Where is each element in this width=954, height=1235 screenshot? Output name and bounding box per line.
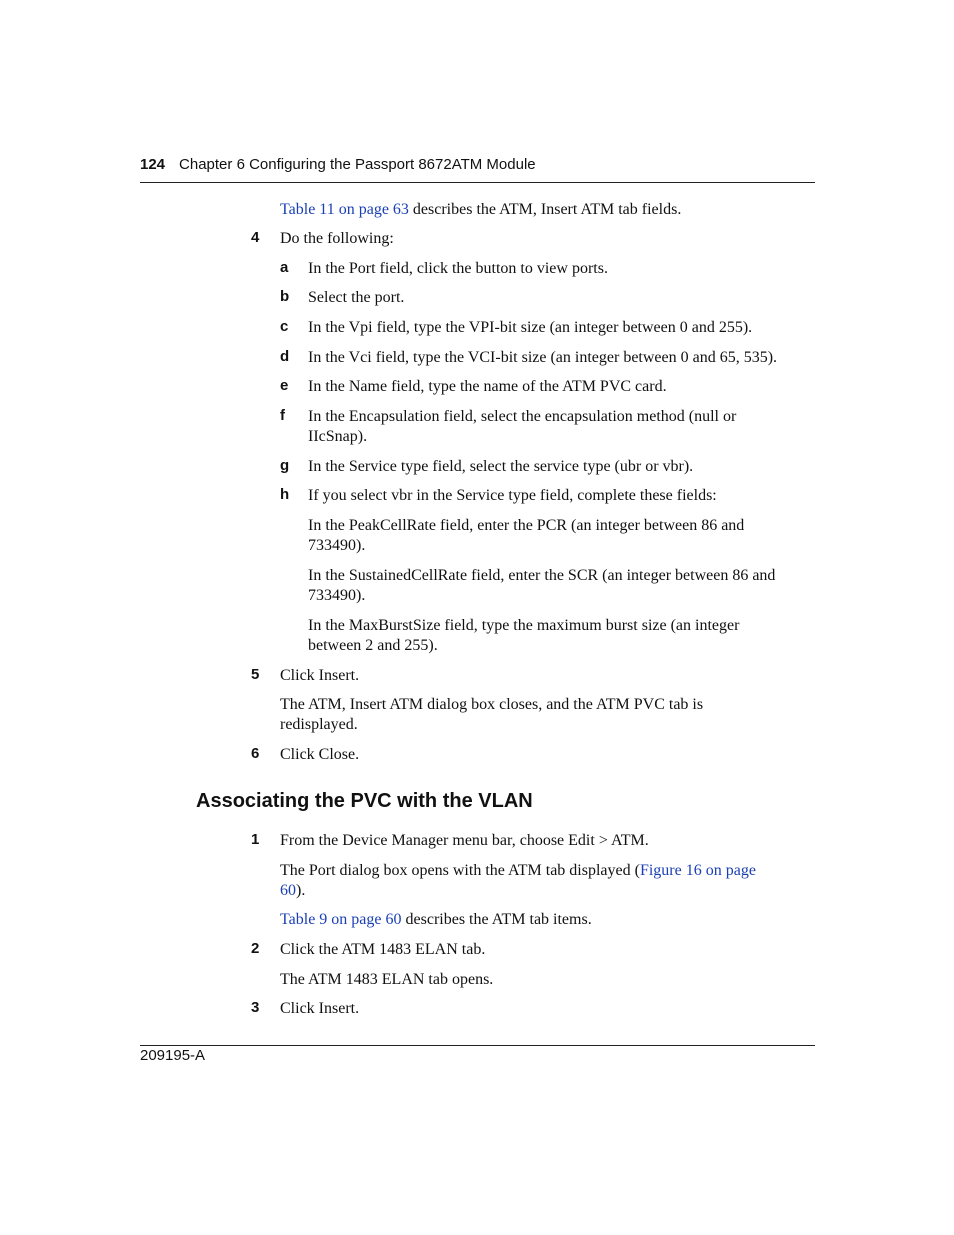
- step-number: 5: [251, 666, 260, 683]
- table-reference-text: describes the ATM tab items.: [401, 911, 592, 928]
- step-text: Click Insert.: [280, 1000, 360, 1017]
- vbr-field-sustainedcellrate: In the SustainedCellRate field, enter the SCR (an integer between 86 and 733490).: [308, 567, 776, 604]
- step-number: 4: [251, 229, 260, 246]
- chapter-title: Chapter 6 Configuring the Passport 8672ATM Module: [179, 156, 536, 173]
- step-number: 1: [251, 831, 260, 848]
- substep-letter: b: [280, 288, 290, 305]
- step-text: Click Close.: [280, 746, 360, 763]
- section-heading: Associating the PVC with the VLAN: [196, 790, 533, 812]
- step-result: [280, 861, 765, 901]
- document-id: 209195-A: [140, 1047, 206, 1064]
- table-11-link[interactable]: Table 11 on page 63: [280, 201, 409, 218]
- step-text: Click Insert.: [280, 667, 360, 684]
- step-number: 3: [251, 999, 260, 1016]
- figure-16-link[interactable]: Figure 16 on page 60: [280, 862, 756, 899]
- substep-letter: d: [280, 348, 290, 365]
- vbr-field-maxburstsize: In the MaxBurstSize field, type the maximum burst size (an integer between 2 and 255).: [308, 617, 740, 654]
- intro-text: describes the ATM, Insert ATM tab fields.: [408, 201, 682, 218]
- step-text: From the Device Manager menu bar, choose Edit > ATM.: [280, 832, 649, 849]
- table-reference: [280, 910, 780, 930]
- substep-text: In the Encapsulation field, select the encapsulation method (null or IIcSnap).: [308, 408, 737, 445]
- step-result: The ATM, Insert ATM dialog box closes, and the ATM PVC tab is redisplayed.: [280, 696, 704, 733]
- result-text: ).: [296, 882, 306, 899]
- substep-text: In the Name field, type the name of the ATM PVC card.: [308, 378, 667, 395]
- substep-letter: c: [280, 318, 289, 335]
- running-header: [140, 156, 536, 173]
- substep-text: In the Vci field, type the VCI-bit size (an integer between 0 and 65, 535).: [308, 349, 778, 366]
- step-number: 6: [251, 745, 260, 762]
- substep-letter: a: [280, 259, 289, 276]
- intro-paragraph: [280, 200, 780, 220]
- vbr-field-peakcellrate: In the PeakCellRate field, enter the PCR (an integer between 86 and 733490).: [308, 517, 745, 554]
- header-rule: [140, 182, 815, 183]
- page-number: 124: [140, 156, 166, 173]
- substep-text: In the Vpi field, type the VPI-bit size (an integer between 0 and 255).: [308, 319, 753, 336]
- step-text: Click the ATM 1483 ELAN tab.: [280, 941, 486, 958]
- footer-rule: [140, 1045, 815, 1046]
- step-text: Do the following:: [280, 230, 394, 247]
- substep-letter: e: [280, 377, 289, 394]
- substep-text: In the Service type field, select the service type (ubr or vbr).: [308, 458, 694, 475]
- substep-text: Select the port.: [308, 289, 405, 306]
- substep-text: If you select vbr in the Service type field, complete these fields:: [308, 487, 717, 504]
- substep-letter: h: [280, 486, 290, 503]
- substep-letter: g: [280, 457, 290, 474]
- step-number: 2: [251, 940, 260, 957]
- result-text: The Port dialog box opens with the ATM tab displayed (: [280, 862, 640, 879]
- substep-text: In the Port field, click the button to view ports.: [308, 260, 608, 277]
- table-9-link[interactable]: Table 9 on page 60: [280, 911, 402, 928]
- substep-letter: f: [280, 407, 285, 424]
- step-result: The ATM 1483 ELAN tab opens.: [280, 971, 494, 988]
